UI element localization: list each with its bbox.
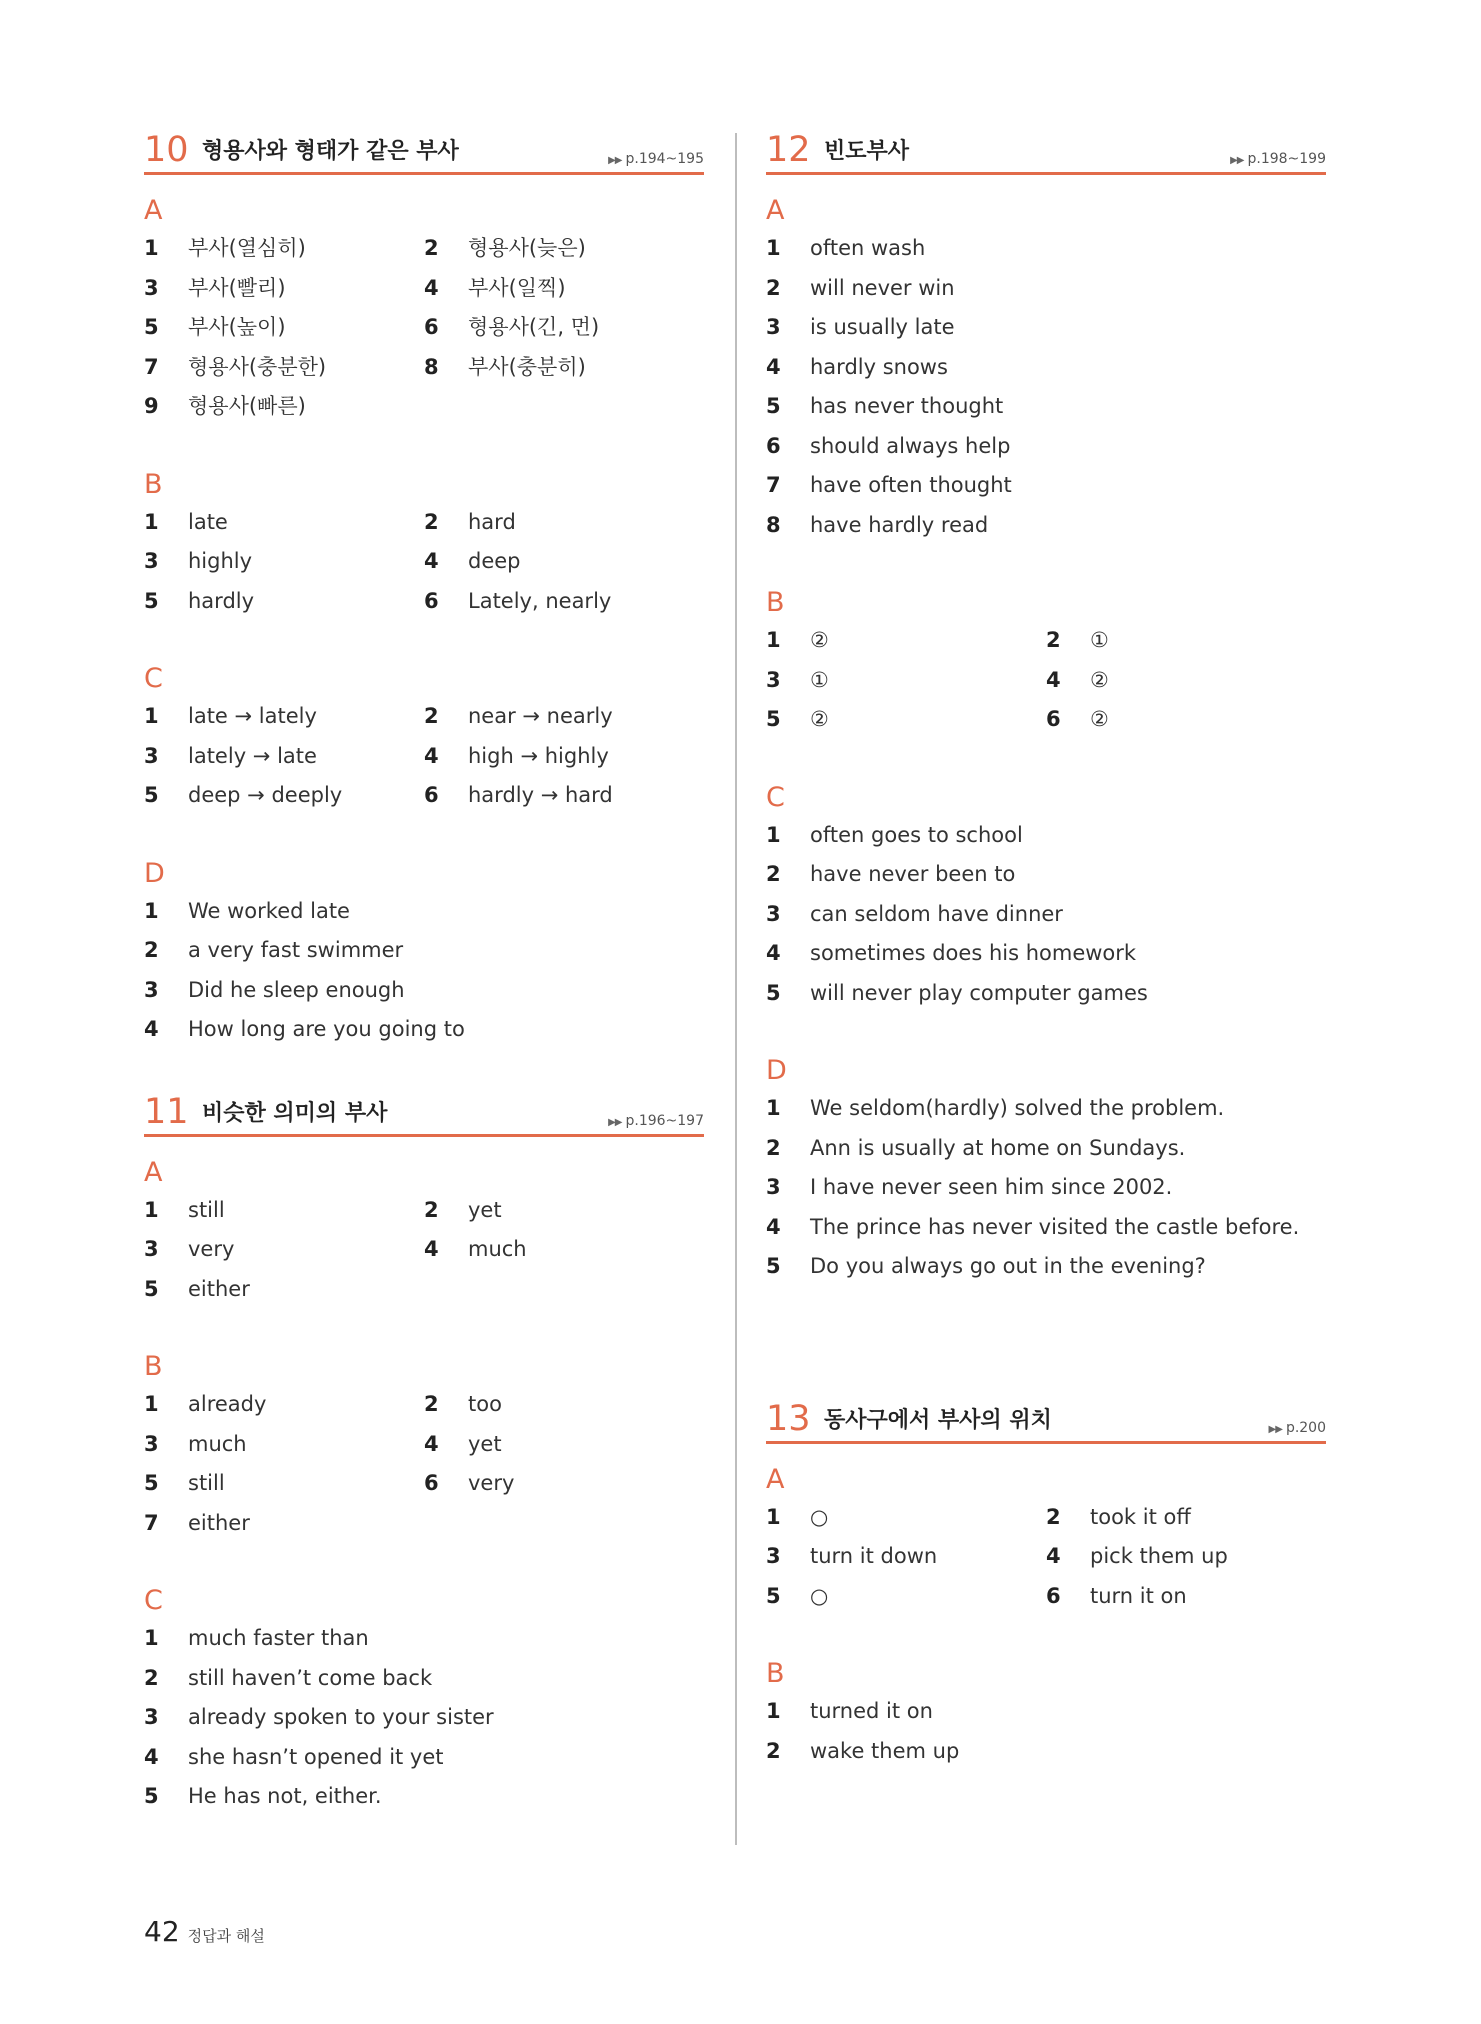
answer-item [144, 1010, 704, 1050]
answer-text: much faster than [188, 1626, 369, 1650]
answer-number: 6 [1046, 707, 1061, 731]
answer-text: will never win [810, 275, 955, 300]
answer-text: too [468, 1392, 502, 1416]
answer-number: 1 [766, 1504, 781, 1529]
answer-text: already [188, 1392, 267, 1416]
answer-item [424, 308, 704, 348]
answer-text: Did he sleep enough [188, 977, 405, 1002]
answer-list [144, 229, 704, 427]
answer-list [766, 1498, 1326, 1617]
answer-item [424, 229, 704, 269]
answer-text: ② [1090, 667, 1109, 692]
answer-list [766, 1692, 1326, 1771]
answer-number: 5 [766, 707, 781, 731]
answer-number: 4 [766, 1214, 781, 1239]
unit-12 [766, 128, 1326, 1287]
answer-item [766, 934, 1326, 974]
answer-text: much [468, 1237, 527, 1261]
answer-item [766, 895, 1326, 935]
answer-text: 부사(열심히) [188, 236, 306, 260]
answer-text: will never play computer games [810, 980, 1148, 1005]
page-reference-text: p.198~199 [1247, 151, 1326, 167]
answer-item [424, 776, 704, 816]
answer-text: still [188, 1197, 225, 1222]
double-arrow-icon: ▶▶ [608, 1116, 622, 1128]
section-letter: B [766, 1658, 785, 1689]
answer-number: 2 [766, 1738, 781, 1763]
answer-item [144, 387, 424, 427]
answer-number: 2 [766, 862, 781, 886]
answer-text: ② [1090, 707, 1109, 731]
answer-item [766, 308, 1326, 348]
answer-item [424, 1464, 704, 1504]
answer-number: 6 [424, 315, 439, 339]
answer-number: 1 [144, 509, 159, 534]
answer-item [144, 542, 424, 582]
answer-item [424, 1425, 704, 1465]
page-reference [608, 150, 704, 170]
answer-number: 4 [1046, 667, 1061, 692]
answer-number: 5 [766, 1583, 781, 1608]
answer-text: often goes to school [810, 822, 1023, 847]
section-letter: B [144, 1351, 163, 1382]
answer-item [424, 1230, 704, 1270]
answer-number: 3 [766, 667, 781, 692]
unit-title: 형용사와 형태가 같은 부사 [202, 139, 459, 164]
answer-text: still haven’t come back [188, 1665, 433, 1690]
answer-text: turn it down [810, 1544, 938, 1568]
answer-number: 1 [144, 898, 159, 923]
answer-number: 5 [144, 783, 159, 807]
answer-text: can seldom have dinner [810, 901, 1063, 926]
answer-number: 2 [766, 275, 781, 300]
answer-text: hardly [188, 588, 255, 613]
section-a [766, 193, 1326, 545]
answer-text: have often thought [810, 473, 1012, 497]
answer-text: sometimes does his homework [810, 941, 1137, 965]
answer-number: 2 [144, 938, 159, 962]
answer-item [424, 269, 704, 309]
answer-item [144, 1464, 424, 1504]
answer-number: 1 [766, 822, 781, 847]
answer-item [766, 700, 1046, 740]
answer-number: 4 [424, 1237, 439, 1261]
section-letter: C [766, 781, 785, 813]
answer-text: highly [188, 549, 253, 573]
section-letter: A [144, 195, 163, 226]
section-c [144, 661, 704, 816]
answer-number: 4 [144, 1744, 159, 1769]
section-letter: C [144, 1585, 163, 1616]
answer-item [766, 1208, 1326, 1248]
answer-text: ② [810, 707, 829, 731]
section-letter: B [766, 587, 785, 618]
section-b [766, 1656, 1326, 1771]
section-a [766, 1462, 1326, 1617]
answer-list [766, 1089, 1326, 1287]
answer-text: 형용사(긴, 먼) [468, 315, 600, 339]
answer-number: 7 [144, 1510, 159, 1535]
answer-text: near → nearly [468, 704, 613, 728]
answer-item [766, 387, 1326, 427]
answer-item [144, 269, 424, 309]
right-column [766, 128, 1326, 1811]
answer-item [766, 1247, 1326, 1287]
answer-item [144, 737, 424, 777]
answer-item [766, 1168, 1326, 1208]
answer-number: 3 [766, 1544, 781, 1568]
answer-text: ② [810, 628, 829, 652]
answer-number: 3 [144, 275, 159, 300]
answer-text: took it off [1090, 1504, 1191, 1529]
answer-text: very [468, 1471, 515, 1495]
answer-number: 2 [424, 509, 439, 534]
answer-text: 부사(충분히) [468, 354, 586, 379]
answer-text: 부사(일찍) [468, 275, 566, 300]
answer-item [766, 1089, 1326, 1129]
answer-list [144, 503, 704, 622]
answer-item [1046, 661, 1326, 701]
answer-number: 6 [1046, 1583, 1061, 1608]
answer-item [766, 269, 1326, 309]
answer-number: 4 [424, 549, 439, 573]
answer-item [1046, 1537, 1326, 1577]
answer-item [766, 1692, 1326, 1732]
answer-item [144, 1191, 424, 1231]
answer-text: He has not, either. [188, 1784, 382, 1808]
answer-number: 5 [766, 980, 781, 1005]
unit-number: 12 [766, 130, 811, 170]
answer-number: 7 [144, 354, 159, 379]
answer-item [424, 737, 704, 777]
answer-number: 1 [144, 1392, 159, 1416]
answer-item [144, 503, 424, 543]
answer-number: 3 [144, 1237, 159, 1261]
answer-number: 3 [766, 315, 781, 339]
answer-text: deep [468, 549, 521, 573]
answer-number: 2 [424, 704, 439, 728]
answer-item [766, 506, 1326, 546]
answer-item [144, 1698, 704, 1738]
answer-text: Do you always go out in the evening? [810, 1254, 1206, 1278]
answer-item [424, 582, 704, 622]
unit-number: 10 [144, 130, 189, 170]
answer-number: 3 [766, 1175, 781, 1199]
answer-text: I have never seen him since 2002. [810, 1175, 1173, 1199]
answer-text: has never thought [810, 394, 1004, 418]
unit-header [144, 128, 704, 175]
answer-number: 8 [766, 512, 781, 537]
unit-header [144, 1090, 704, 1137]
answer-number: 5 [144, 1784, 159, 1808]
unit-title: 비슷한 의미의 부사 [202, 1100, 388, 1126]
answer-item [144, 1738, 704, 1778]
answer-number: 6 [424, 1471, 439, 1495]
page-reference [1269, 1419, 1326, 1439]
answer-text: How long are you going to [188, 1017, 465, 1041]
answer-item [766, 1537, 1046, 1577]
section-letter: A [766, 195, 785, 226]
answer-text: ① [1090, 628, 1109, 652]
page-reference [1230, 150, 1326, 170]
answer-number: 2 [424, 236, 439, 260]
answer-number: 8 [424, 354, 439, 379]
answer-number: 3 [144, 743, 159, 768]
answer-text: Lately, nearly [468, 588, 612, 613]
answer-number: 1 [144, 704, 159, 728]
answer-number: 4 [1046, 1544, 1061, 1568]
answer-text: yet [468, 1431, 502, 1456]
answer-item [144, 1425, 424, 1465]
answer-text: a very fast swimmer [188, 938, 404, 962]
answer-number: 1 [144, 236, 159, 260]
answer-number: 1 [766, 236, 781, 260]
answer-item [766, 855, 1326, 895]
answer-list [144, 697, 704, 816]
section-b [144, 1349, 704, 1543]
answer-number: 1 [144, 1626, 159, 1650]
answer-number: 5 [144, 588, 159, 613]
answer-text: We seldom(hardly) solved the problem. [810, 1096, 1225, 1120]
answer-number: 6 [424, 783, 439, 807]
answer-text: 부사(빨리) [188, 275, 286, 300]
answer-number: 3 [144, 977, 159, 1002]
answer-text: ○ [810, 1504, 829, 1529]
answer-item [144, 1777, 704, 1817]
answer-text: she hasn’t opened it yet [188, 1744, 444, 1769]
answer-text: ① [810, 667, 829, 692]
answer-number: 5 [144, 315, 159, 339]
answer-item [766, 661, 1046, 701]
answer-text: We worked late [188, 898, 350, 923]
answer-text: hardly → hard [468, 783, 613, 807]
answer-text: pick them up [1090, 1544, 1228, 1568]
answer-item [766, 1498, 1046, 1538]
answer-number: 1 [766, 1096, 781, 1120]
page-reference-text: p.200 [1285, 1419, 1326, 1436]
section-d [144, 856, 704, 1050]
answer-item [766, 1129, 1326, 1169]
answer-item [144, 1504, 424, 1544]
section-a [144, 193, 704, 427]
answer-text: turn it on [1090, 1583, 1187, 1608]
page-number: 42 [144, 1915, 180, 1948]
section-letter: A [766, 1463, 785, 1495]
section-b [144, 467, 704, 622]
unit-title: 빈도부사 [824, 139, 910, 164]
answer-item [766, 466, 1326, 506]
answer-number: 3 [144, 1431, 159, 1456]
answer-list [144, 1191, 704, 1310]
answer-text: hard [468, 509, 516, 534]
answer-text: should always help [810, 433, 1011, 458]
answer-number: 2 [424, 1392, 439, 1416]
answer-text: much [188, 1431, 247, 1456]
unit-10 [144, 128, 704, 1050]
answer-number: 5 [144, 1276, 159, 1301]
answer-text: late [188, 509, 228, 534]
unit-header [766, 1397, 1326, 1444]
answer-number: 4 [424, 275, 439, 300]
answer-item [424, 1191, 704, 1231]
answer-number: 3 [144, 1705, 159, 1729]
answer-text: 형용사(빠른) [188, 394, 306, 418]
answer-item [766, 229, 1326, 269]
answer-item [424, 1385, 704, 1425]
page-reference-text: p.194~195 [625, 151, 704, 167]
answer-item [424, 348, 704, 388]
answer-item [144, 229, 424, 269]
answer-item [144, 1619, 704, 1659]
answer-item [144, 776, 424, 816]
answer-list [144, 1385, 704, 1543]
answer-number: 5 [766, 394, 781, 418]
answer-list [766, 229, 1326, 545]
page-reference-text: p.196~197 [625, 1112, 704, 1129]
answer-item [144, 582, 424, 622]
answer-text: 형용사(늦은) [468, 236, 586, 260]
answer-text: late → lately [188, 704, 317, 728]
section-a [144, 1155, 704, 1310]
answer-text: hardly snows [810, 354, 948, 379]
answer-item [144, 931, 704, 971]
answer-item [1046, 621, 1326, 661]
answer-text: ○ [810, 1583, 829, 1608]
answer-item [144, 1230, 424, 1270]
section-b [766, 585, 1326, 740]
answer-number: 1 [144, 1197, 159, 1222]
answer-text: yet [468, 1197, 502, 1222]
left-column [144, 128, 704, 1857]
section-letter: D [144, 857, 165, 889]
answer-item [1046, 1577, 1326, 1617]
answer-number: 4 [766, 354, 781, 379]
unit-11 [144, 1090, 704, 1817]
answer-text: very [188, 1237, 235, 1261]
unit-13 [766, 1397, 1326, 1772]
section-letter: D [766, 1055, 787, 1086]
double-arrow-icon: ▶▶ [1230, 155, 1244, 166]
double-arrow-icon: ▶▶ [608, 155, 622, 166]
answer-number: 5 [766, 1254, 781, 1278]
answer-item [766, 621, 1046, 661]
answer-text: 부사(높이) [188, 315, 286, 339]
answer-text: is usually late [810, 315, 955, 339]
answer-text: still [188, 1471, 225, 1495]
answer-list [144, 892, 704, 1050]
answer-text: 형용사(충분한) [188, 354, 327, 379]
answer-number: 1 [766, 628, 781, 652]
answer-text: deep → deeply [188, 783, 343, 807]
answer-text: The prince has never visited the castle before. [810, 1214, 1300, 1239]
answer-number: 6 [766, 433, 781, 458]
answer-number: 2 [1046, 628, 1061, 652]
answer-number: 4 [424, 743, 439, 768]
answer-number: 4 [766, 941, 781, 965]
answer-list [766, 816, 1326, 1014]
answer-number: 5 [144, 1471, 159, 1495]
answer-item [144, 892, 704, 932]
answer-item [766, 816, 1326, 856]
section-c [766, 780, 1326, 1014]
unit-title: 동사구에서 부사의 위치 [824, 1407, 1052, 1433]
unit-number: 11 [144, 1091, 189, 1132]
answer-item [144, 308, 424, 348]
section-d [766, 1053, 1326, 1287]
answer-item [766, 348, 1326, 388]
answer-item [766, 427, 1326, 467]
answer-list [766, 621, 1326, 740]
answer-number: 3 [144, 549, 159, 573]
answer-item [1046, 700, 1326, 740]
answer-item [1046, 1498, 1326, 1538]
answer-text: turned it on [810, 1699, 933, 1723]
answer-number: 7 [766, 473, 781, 497]
answer-item [424, 542, 704, 582]
double-arrow-icon: ▶▶ [1268, 1423, 1282, 1435]
answer-text: Ann is usually at home on Sundays. [810, 1135, 1186, 1160]
answer-number: 6 [424, 588, 439, 613]
answer-text: already spoken to your sister [188, 1705, 494, 1729]
answer-number: 4 [424, 1431, 439, 1456]
answer-text: wake them up [810, 1738, 960, 1763]
answer-item [424, 503, 704, 543]
answer-text: lately → late [188, 743, 317, 768]
answer-text: have never been to [810, 862, 1016, 886]
answer-list [144, 1619, 704, 1817]
unit-number: 13 [766, 1398, 811, 1439]
answer-item [144, 971, 704, 1011]
answer-number: 1 [766, 1699, 781, 1723]
answer-item [144, 1385, 424, 1425]
answer-item [144, 697, 424, 737]
page-reference [608, 1112, 704, 1132]
answer-number: 2 [1046, 1504, 1061, 1529]
answer-text: often wash [810, 236, 926, 260]
section-letter: C [144, 663, 163, 694]
answer-item [766, 974, 1326, 1014]
answer-item [144, 1659, 704, 1699]
answer-number: 2 [424, 1197, 439, 1222]
answer-text: have hardly read [810, 512, 989, 537]
answer-number: 2 [144, 1665, 159, 1690]
answer-item [766, 1577, 1046, 1617]
answer-item [144, 1270, 424, 1310]
answer-number: 4 [144, 1017, 159, 1041]
section-letter: B [144, 468, 163, 500]
page-footer [144, 1915, 265, 1948]
answer-number: 3 [766, 901, 781, 926]
answer-item [424, 697, 704, 737]
answer-item [766, 1732, 1326, 1772]
section-c [144, 1583, 704, 1817]
answer-number: 9 [144, 394, 159, 418]
unit-header [766, 128, 1326, 175]
answer-text: either [188, 1510, 250, 1535]
answer-text: either [188, 1276, 250, 1301]
footer-label: 정답과 해설 [187, 1927, 265, 1945]
answer-number: 2 [766, 1135, 781, 1160]
section-letter: A [144, 1156, 163, 1188]
column-divider [735, 133, 737, 1845]
answer-item [144, 348, 424, 388]
answer-text: high → highly [468, 743, 609, 768]
